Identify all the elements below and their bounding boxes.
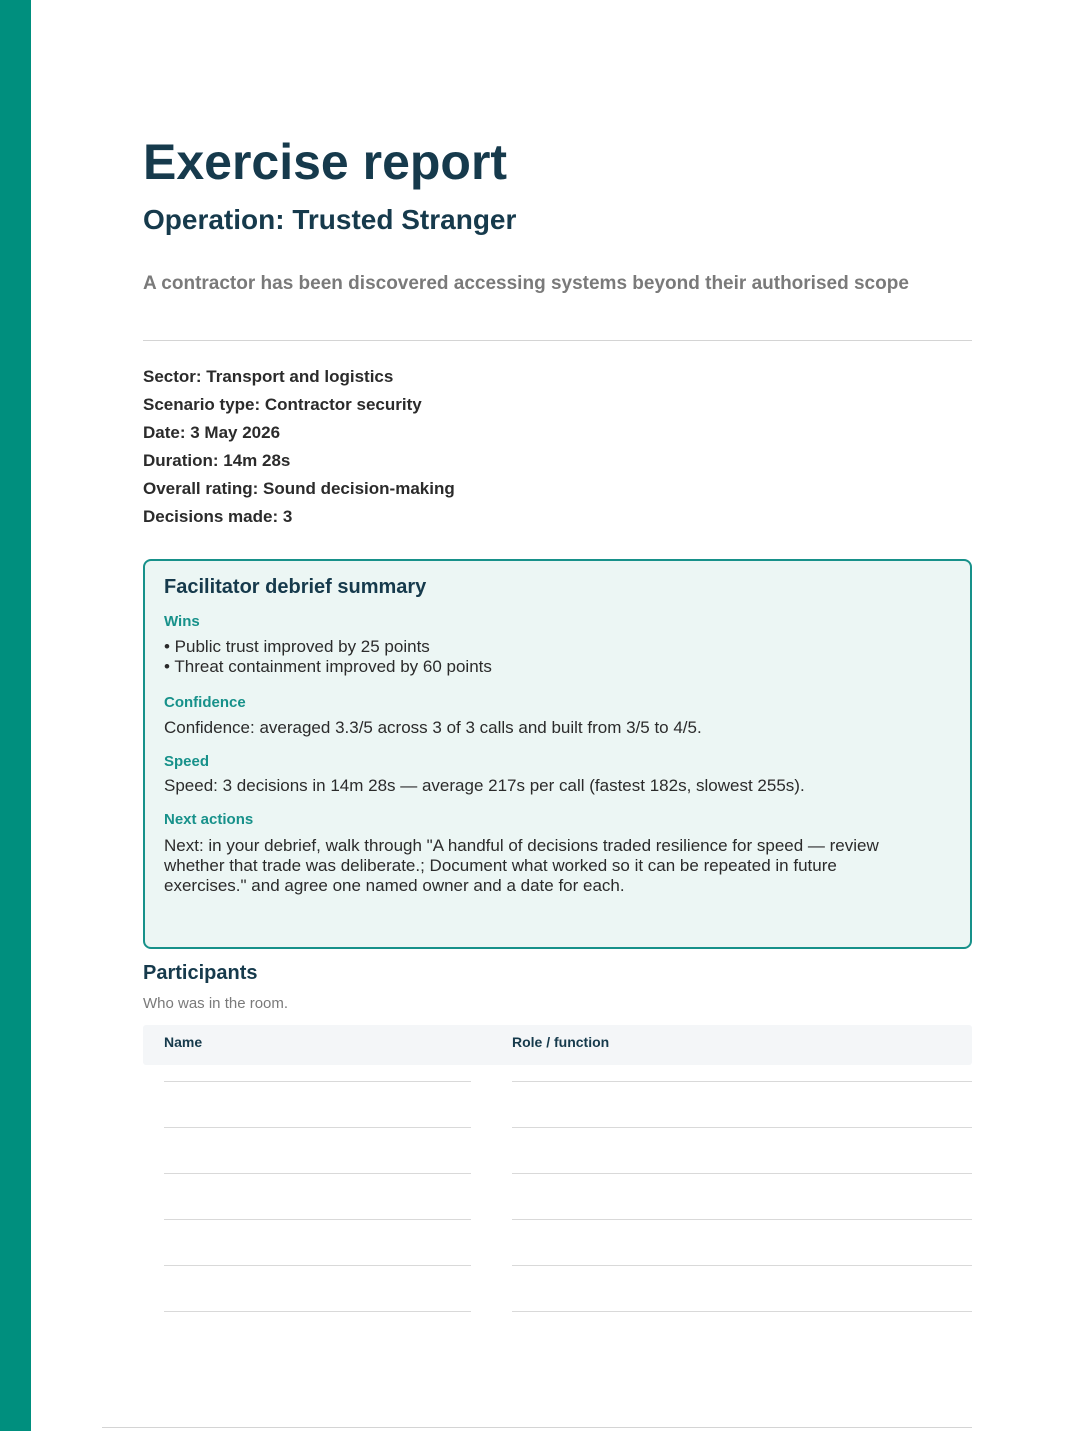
role-entry-line[interactable] <box>512 1265 972 1266</box>
name-entry-line[interactable] <box>164 1173 471 1174</box>
report-title: Exercise report <box>143 134 508 190</box>
participants-table-header <box>143 1025 972 1065</box>
meta-overall-rating: Overall rating: Sound decision-making <box>143 479 455 498</box>
accent-side-bar <box>0 0 31 1431</box>
meta-scenario-type: Scenario type: Contractor security <box>143 395 422 414</box>
meta-duration: Duration: 14m 28s <box>143 451 291 470</box>
footer-divider <box>102 1427 972 1428</box>
name-entry-line[interactable] <box>164 1081 471 1082</box>
confidence-text: Confidence: averaged 3.3/5 across 3 of 3 calls and built from 3/5 to 4/5. <box>164 718 702 737</box>
operation-name: Operation: Trusted Stranger <box>143 204 517 235</box>
role-entry-line[interactable] <box>512 1173 972 1174</box>
name-entry-line[interactable] <box>164 1219 471 1220</box>
column-header-name: Name <box>164 1034 203 1050</box>
scenario-summary: A contractor has been discovered accessing systems beyond their authorised scope <box>143 273 909 294</box>
name-entry-line[interactable] <box>164 1265 471 1266</box>
meta-sector: Sector: Transport and logistics <box>143 367 394 386</box>
participants-title: Participants <box>143 962 258 984</box>
meta-date: Date: 3 May 2026 <box>143 423 281 442</box>
next-actions-heading: Next actions <box>164 811 254 828</box>
next-actions-text: Next: in your debrief, walk through "A handful of decisions traded resilience for speed — review whether that trade was deliberate.; Document what worked so it can be repeated in future exercises." and agree one named owner and a date for each. <box>164 836 879 895</box>
speed-text: Speed: 3 decisions in 14m 28s — average 217s per call (fastest 182s, slowest 255s). <box>164 776 805 795</box>
wins-heading: Wins <box>164 613 200 630</box>
speed-heading: Speed <box>164 753 210 770</box>
wins-item: • Public trust improved by 25 points <box>164 637 430 656</box>
facilitator-debrief-panel <box>143 559 972 949</box>
column-header-role: Role / function <box>512 1034 610 1050</box>
participants-subtitle: Who was in the room. <box>143 995 289 1012</box>
header-divider <box>143 340 972 341</box>
debrief-title: Facilitator debrief summary <box>164 576 427 598</box>
exercise-meta <box>143 363 972 531</box>
name-entry-line[interactable] <box>164 1311 471 1312</box>
role-entry-line[interactable] <box>512 1219 972 1220</box>
wins-item: • Threat containment improved by 60 points <box>164 657 492 676</box>
name-entry-line[interactable] <box>164 1127 471 1128</box>
confidence-heading: Confidence <box>164 694 246 711</box>
role-entry-line[interactable] <box>512 1311 972 1312</box>
wins-list <box>164 637 904 677</box>
role-entry-line[interactable] <box>512 1127 972 1128</box>
role-entry-line[interactable] <box>512 1081 972 1082</box>
meta-decisions-made: Decisions made: 3 <box>143 507 293 526</box>
